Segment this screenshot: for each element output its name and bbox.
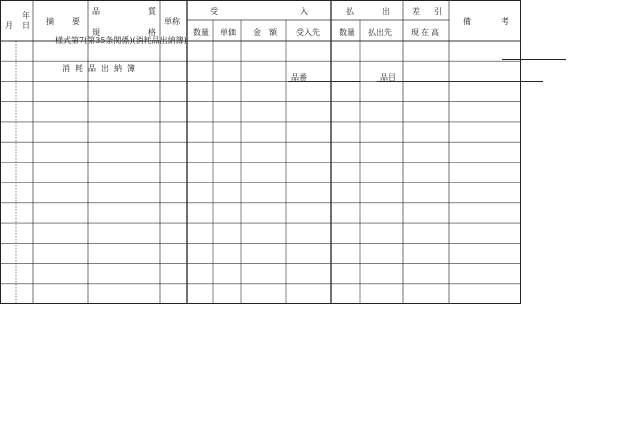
header-balance-b: 引 (434, 7, 442, 16)
header-amount-a: 金 (253, 28, 261, 37)
book-title: 消耗品出納簿 (62, 64, 140, 73)
header-quality (92, 6, 156, 17)
header-summary-b: 要 (72, 17, 80, 26)
header-spec (92, 27, 156, 38)
header-balance-current: 現在高 (411, 28, 441, 37)
header-payout-a: 払 (346, 7, 354, 16)
header-remarks-a: 備 (463, 17, 471, 26)
header-receipt (210, 6, 308, 17)
header-amount-b: 額 (269, 28, 277, 37)
header-receipt-amount (253, 27, 277, 38)
item-name-label: 品目 (380, 73, 396, 82)
header-day: 日 (22, 21, 30, 30)
header-payout-to: 払出先 (368, 28, 392, 37)
header-payout-b: 出 (382, 7, 390, 16)
header-receipt-b: 入 (300, 7, 308, 16)
form-caption: 様式第7(第35条関係)(消耗品出納簿) (55, 36, 187, 45)
item-no-label: 品番 (291, 73, 307, 82)
header-year: 年 (22, 11, 30, 20)
header-balance (412, 6, 442, 17)
header-remarks (463, 16, 509, 27)
header-balance-a: 差 (412, 7, 420, 16)
header-payout (346, 6, 390, 17)
header-quality-a: 品 (92, 7, 100, 16)
header-receipt-price: 単価 (220, 28, 236, 37)
header-spec-a: 規 (92, 28, 100, 37)
header-summary (46, 16, 80, 27)
header-payout-qty: 数量 (339, 28, 355, 37)
header-spec-b: 格 (148, 28, 156, 37)
header-receipt-qty: 数量 (193, 28, 209, 37)
header-receipt-a: 受 (210, 7, 218, 16)
header-quality-b: 質 (148, 7, 156, 16)
header-receipt-from: 受入先 (296, 28, 320, 37)
header-month: 月 (5, 21, 13, 30)
header-remarks-b: 考 (501, 17, 509, 26)
header-summary-a: 摘 (46, 17, 54, 26)
header-unit: 単称 (164, 17, 180, 26)
